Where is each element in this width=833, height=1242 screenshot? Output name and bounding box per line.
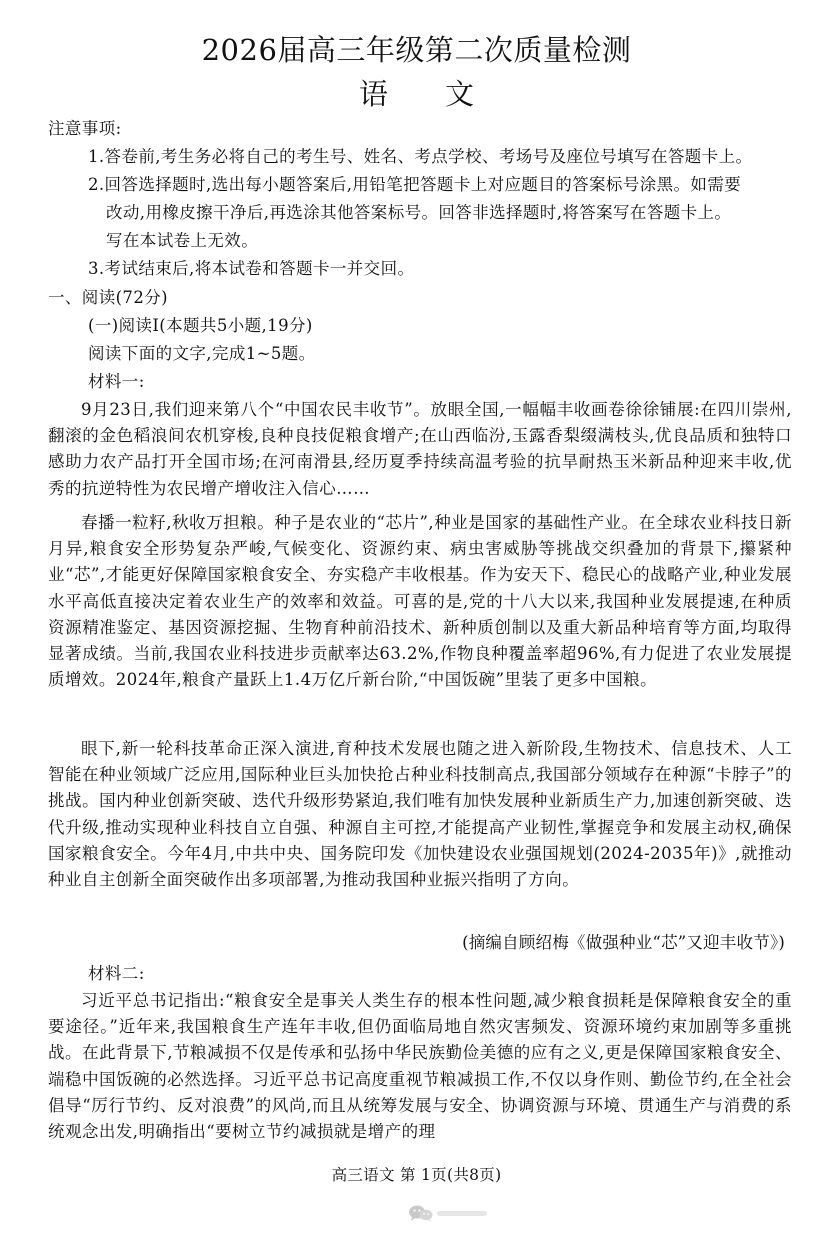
wechat-icon bbox=[407, 1200, 497, 1226]
notice-heading: 注意事项: bbox=[48, 119, 122, 138]
material2-paragraph: 习近平总书记指出:“粮食安全是事关人类生存的根本性问题,减少粮食损耗是保障粮食安全的重要途径。”近年来,我国粮食生产连年丰收,但仍面临局地自然灾害频发、资源环境约束加剧等多重挑战。在此背景下,节粮减损不仅是传承和弘扬中华民族勤俭美德的应有之义,更是保障国家粮食安全、端稳中国饭碗的必然选择。习近平总书记高度重视节粮减损工作,不仅以身作则、勤俭节约,在全社会倡导“厉行节约、反对浪费”的风尚,而且从统筹发展与安全、协调资源与环境、贯通生产与消费的系统观念出发,明确指出“要树立节约减损就是增产的理 bbox=[48, 991, 792, 1142]
subject-title bbox=[0, 76, 833, 112]
notice-item: 2.回答选择题时,选出每小题答案后,用铅笔把答题卡上对应题目的答案标号涂黑。如需要 bbox=[88, 175, 742, 194]
notice-item-continued: 写在本试卷上无效。 bbox=[106, 231, 259, 250]
notice-item: 1.答卷前,考生务必将自己的考生号、姓名、考点学校、考场号及座位号填写在答题卡上。 bbox=[88, 147, 753, 166]
instruction: 阅读下面的文字,完成1~5题。 bbox=[88, 344, 316, 363]
subject-char: 语 bbox=[358, 77, 388, 111]
notice-item: 3.考试结束后,将本试卷和答题卡一并交回。 bbox=[88, 259, 415, 278]
material-label: 材料一: bbox=[88, 372, 145, 391]
notice-item-continued: 改动,用橡皮擦干净后,再选涂其他答案标号。回答非选择题时,将答案写在答题卡上。 bbox=[106, 203, 732, 222]
sub-section-heading: (一)阅读Ⅰ(本题共5小题,19分) bbox=[88, 316, 313, 335]
exam-title: 2026届高三年级第二次质量检测 bbox=[201, 33, 632, 67]
material1-paragraph: 春播一粒籽,秋收万担粮。种子是农业的“芯片”,种业是国家的基础性产业。在全球农业科技日新月异,粮食安全形势复杂严峻,气候变化、资源约束、病虫害威胁等挑战交织叠加的背景下,攥紧种业“芯”,才能更好保障国家粮食安全、夯实稳产丰收根基。作为安天下、稳民心的战略产业,种业发展水平高低直接决定着农业生产的效率和效益。可喜的是,党的十八大以来,我国种业发展提速,在种质资源精准鉴定、基因资源挖掘、生物育种前沿技术、新种质创制以及重大新品种培育等方面,均取得显著成绩。当前,我国农业科技进步贡献率达63.2%,作物良种覆盖率超96%,有力促进了农业发展提质增效。2024年,粮食产量跃上1.4万亿斤新台阶,“中国饭碗”里装了更多中国粮。 bbox=[48, 513, 792, 690]
source-citation: (摘编自顾绍梅《做强种业“芯”又迎丰收节》) bbox=[462, 933, 785, 952]
section-heading: 一、阅读(72分) bbox=[48, 288, 168, 307]
subject-char: 文 bbox=[444, 77, 474, 111]
material1-paragraph: 眼下,新一轮科技革命正深入演进,育种技术发展也随之进入新阶段,生物技术、信息技术、人工智能在种业领域广泛应用,国际种业巨头加快抢占种业科技制高点,我国部分领域存在种源“卡脖子”的挑战。国内种业创新突破、迭代升级形势紧迫,我们唯有加快发展种业新质生产力,加速创新突破、迭代升级,推动实现种业科技自立自强、种源自主可控,才能提高产业韧性,掌握竞争和发展主动权,确保国家粮食安全。今年4月,中共中央、国务院印发《加快建设农业强国规划(2024-2035年)》,就推动种业自主创新全面突破作出多项部署,为推动我国种业振兴指明了方向。 bbox=[48, 739, 792, 890]
material1-paragraph: 9月23日,我们迎来第八个“中国农民丰收节”。放眼全国,一幅幅丰收画卷徐徐铺展:在四川崇州,翻滚的金色稻浪间农机穿梭,良种良技促粮食增产;在山西临汾,玉露香梨缀满枝头,优良品质和独特口感助力农产品打开全国市场;在河南滑县,经历夏季持续高温考验的抗旱耐热玉米新品种迎来丰收,优秀的抗逆特性为农民增产增收注入信心…… bbox=[48, 400, 792, 498]
material-label: 材料二: bbox=[88, 964, 145, 983]
page-footer: 高三语文 第 1页(共8页) bbox=[331, 1166, 502, 1184]
